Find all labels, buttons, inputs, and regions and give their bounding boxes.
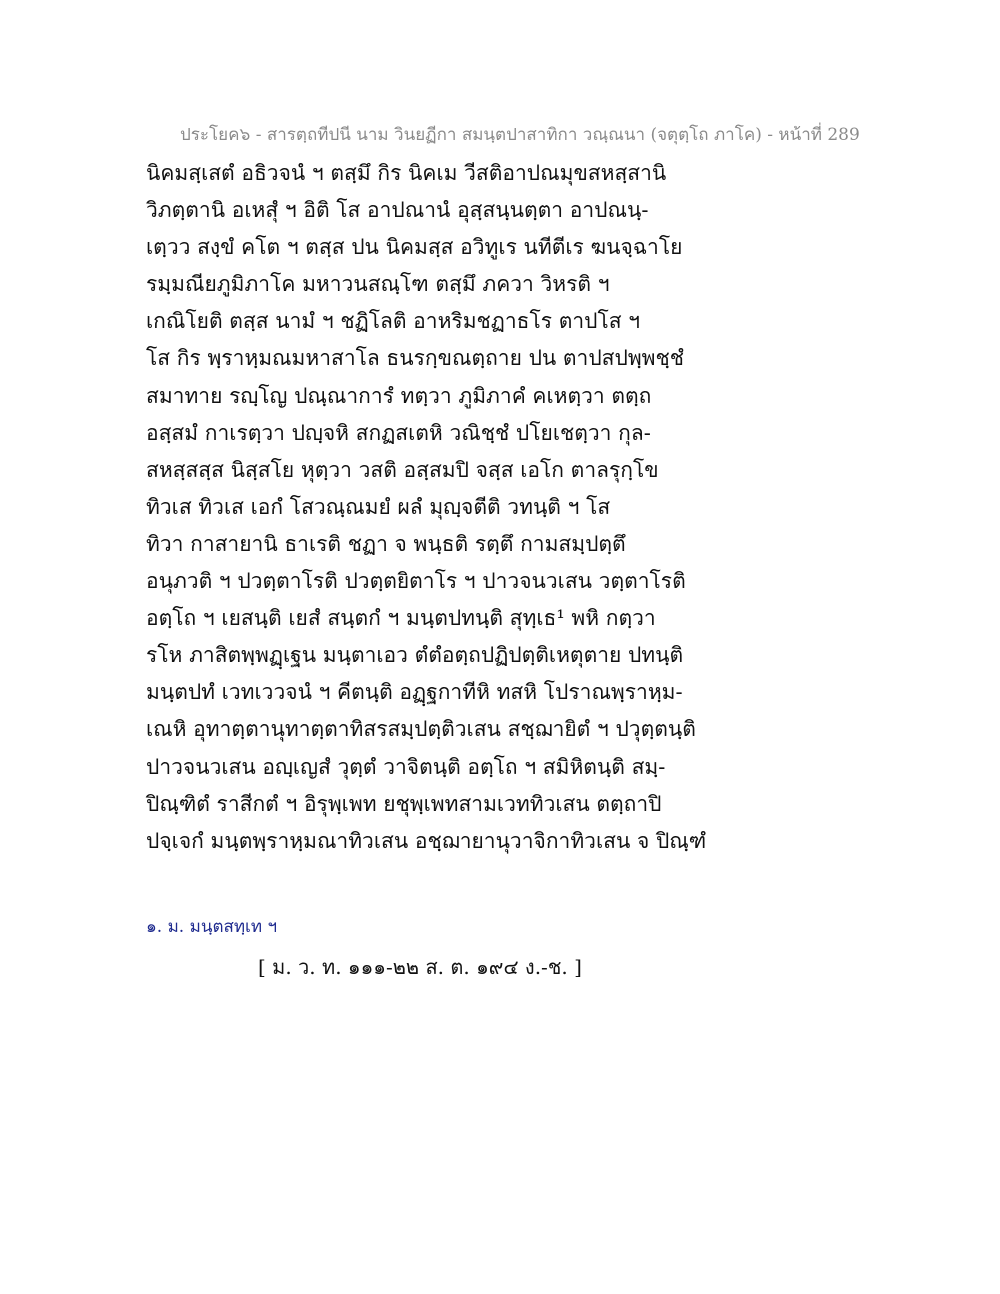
text-line: ปาวจนวเสน อญฺเญสํ วุตฺตํ วาจิตนฺติ อตฺโถ ฯ สมิหิตนฺติ สมฺ- — [146, 754, 666, 779]
text-line: เกณิโยติ ตสฺส นามํ ฯ ชฏิโลติ อาหริมชฏาธโร ตาปโส ฯ — [146, 309, 641, 334]
text-line: ปจฺเจกํ มนฺตพฺราหฺมณาทิวเสน อชฺฌายานุวาจิกาทิวเสน จ ปิณฺฑํ — [146, 828, 707, 853]
text-line: อนุภวติ ฯ ปวตฺตาโรติ ปวตฺตยิตาโร ฯ ปาวจนวเสน วตฺตาโรติ — [146, 569, 686, 594]
running-header: ประโยค๖ - สารตฺถทีปนี นาม วินยฏีกา สมนฺตปาสาทิกา วณฺณนา (จตุตฺโถ ภาโค) - หน้าที่ 289 — [180, 125, 860, 145]
text-line: โส กิร พฺราหฺมณมหาสาโล ธนรกฺขณตฺถาย ปน ตาปสปพฺพชฺชํ — [146, 346, 685, 371]
page-reference: [ ม. ว. ท. ๑๑๑-๒๒ ส. ต. ๑๙๔ ง.-ช. ] — [258, 955, 582, 979]
body-text — [146, 155, 706, 860]
text-line: ปิณฺฑิตํ ราสีกตํ ฯ อิรุพฺเพท ยชุพฺเพทสามเวททิวเสน ตตฺถาปิ — [146, 791, 662, 816]
text-line: ทิวเส ทิวเส เอกํ โสวณฺณมยํ ผลํ มุญฺจตีติ วทนฺติ ฯ โส — [146, 494, 611, 519]
text-line: รโห ภาสิตพฺพฏฺเฐน มนฺตาเอว ตํตํอตฺถปฏิปตฺติเหตุตาย ปทนฺติ — [146, 643, 684, 668]
text-line: ทิวา กาสายานิ ธาเรติ ชฏา จ พนฺธติ รตฺตึ กามสมฺปตฺตึ — [146, 531, 626, 556]
footnote: ๑. ม. มนฺตสทฺเท ฯ — [146, 917, 278, 937]
text-line: นิคมสฺเสตํ อธิวจนํ ฯ ตสฺมึ กิร นิคเม วีสติอาปณมุขสหสฺสานิ — [146, 161, 667, 185]
text-line: มนฺตปทํ เวทเววจนํ ฯ คีตนฺติ อฏฺฐกาทีหิ ทสหิ โปราณพฺราหฺม- — [146, 680, 683, 705]
text-line: เตฺวว สงฺขํ คโต ฯ ตสฺส ปน นิคมสฺส อวิทูเร นทีตีเร ฆนจฺฉาโย — [146, 235, 683, 260]
text-line: สมาทาย รญฺโญ ปณฺณาการํ ทตฺวา ภูมิภาคํ คเหตฺวา ตตฺถ — [146, 383, 652, 408]
text-line: อตฺโถ ฯ เยสนฺติ เยสํ สนฺตกํ ฯ มนฺตปทนฺติ สุทฺเธ¹ พหิ กตฺวา — [146, 606, 656, 631]
text-line: เณหิ อุทาตฺตานุทาตฺตาทิสรสมฺปตฺติวเสน สชฺฌายิตํ ฯ ปวุตฺตนฺติ — [146, 717, 696, 742]
text-line: รมฺมณียภูมิภาโค มหาวนสณฺโฑ ตสฺมึ ภควา วิหรติ ฯ — [146, 272, 610, 297]
text-line: อสฺสมํ กาเรตฺวา ปญฺจหิ สกฏสเตหิ วณิชฺชํ ปโยเชตฺวา กุล- — [146, 420, 651, 445]
text-line: สหสฺสสฺส นิสฺสโย หุตฺวา วสติ อสฺสมปิ จสฺส เอโก ตาลรุกฺโข — [146, 457, 659, 482]
text-line: วิภตฺตานิ อเหสุํ ฯ อิติ โส อาปณานํ อุสฺสนฺนตฺตา อาปณนฺ- — [146, 198, 649, 223]
